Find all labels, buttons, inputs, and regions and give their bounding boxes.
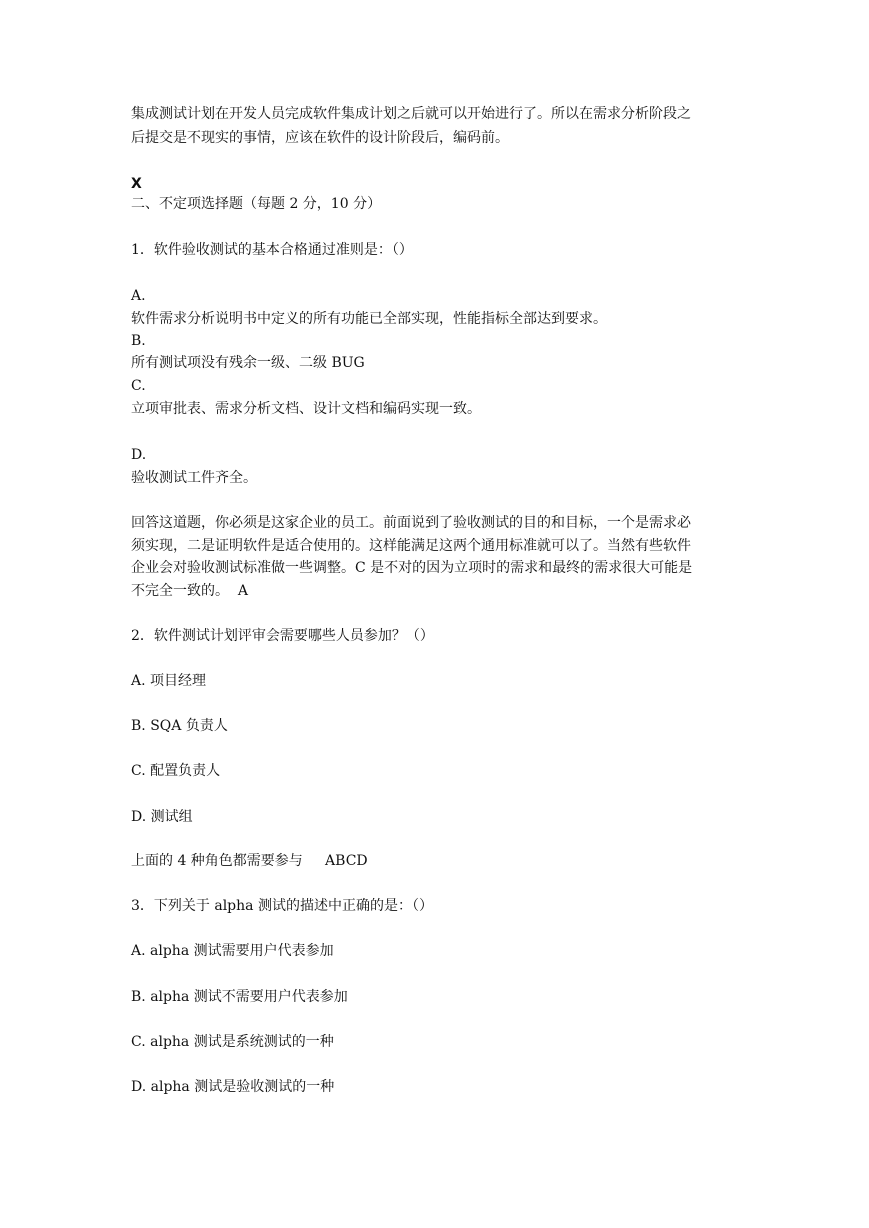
- q3-option-d: D. alpha 测试是验收测试的一种: [131, 1079, 335, 1095]
- q1-explanation-line-1: 回答这道题，你必须是这家企业的员工。前面说到了验收测试的目的和目标，一个是需求必: [131, 515, 691, 531]
- q1-option-a-text: 软件需求分析说明书中定义的所有功能已全部实现，性能指标全部达到要求。: [131, 311, 607, 327]
- q3-option-b: B. alpha 测试不需要用户代表参加: [131, 989, 348, 1005]
- q3-option-a: A. alpha 测试需要用户代表参加: [131, 943, 334, 959]
- q1-explanation-line-4: 不完全一致的。 A: [131, 583, 249, 599]
- q2-question: 2．软件测试计划评审会需要哪些人员参加？（）: [131, 628, 434, 644]
- q1-option-d-label: D.: [131, 447, 147, 463]
- q1-option-c-text: 立项审批表、需求分析文档、设计文档和编码实现一致。: [131, 401, 481, 417]
- q1-question: 1．软件验收测试的基本合格通过准则是：（）: [131, 242, 413, 258]
- q1-option-b-label: B.: [131, 333, 146, 349]
- q2-option-b: B. SQA 负责人: [131, 718, 228, 734]
- q2-option-a: A. 项目经理: [131, 673, 207, 689]
- q3-question: 3．下列关于 alpha 测试的描述中正确的是：（）: [131, 898, 433, 914]
- intro-line-1: 集成测试计划在开发人员完成软件集成计划之后就可以开始进行了。所以在需求分析阶段之: [131, 106, 691, 122]
- q1-option-c-label: C.: [131, 378, 146, 394]
- q2-option-d: D. 测试组: [131, 809, 193, 825]
- q3-option-c: C. alpha 测试是系统测试的一种: [131, 1034, 334, 1050]
- section-title: 二、不定项选择题（每题 2 分，10 分）: [131, 196, 382, 212]
- answer-mark: X: [131, 176, 142, 192]
- q1-option-a-label: A.: [131, 288, 146, 304]
- q1-option-d-text: 验收测试工件齐全。: [131, 470, 257, 486]
- q1-explanation-line-2: 须实现，二是证明软件是适合使用的。这样能满足这两个通用标准就可以了。当然有些软件: [131, 538, 691, 554]
- intro-line-2: 后提交是不现实的事情，应该在软件的设计阶段后，编码前。: [131, 130, 509, 146]
- q2-option-c: C. 配置负责人: [131, 763, 221, 779]
- q1-option-b-text: 所有测试项没有残余一级、二级 BUG: [131, 355, 365, 371]
- q1-explanation-line-3: 企业会对验收测试标准做一些调整。C 是不对的因为立项时的需求和最终的需求很大可能是: [131, 560, 693, 576]
- q2-answer: 上面的 4 种角色都需要参与 ABCD: [131, 853, 368, 869]
